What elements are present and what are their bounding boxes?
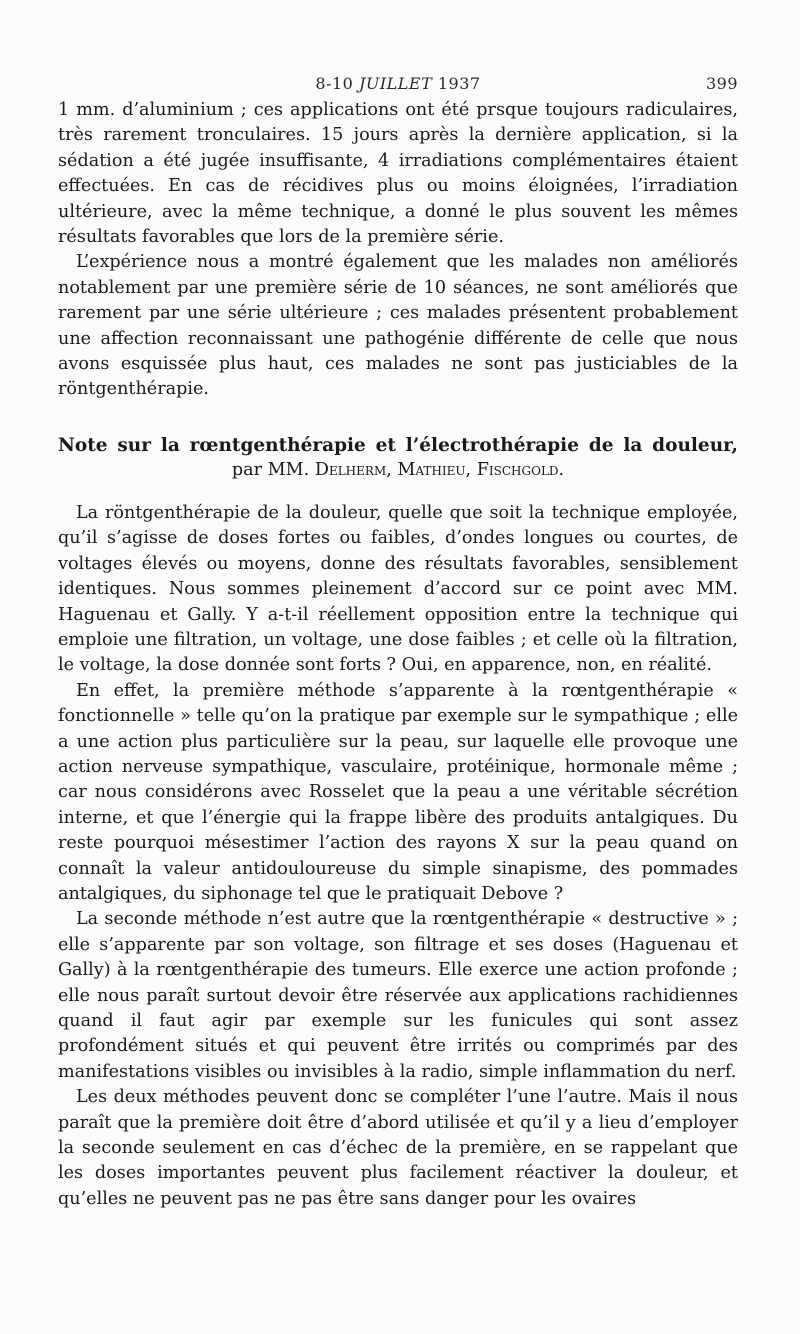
header-date	[58, 74, 738, 93]
page-number: 399	[705, 74, 738, 93]
authors-prefix: par MM.	[231, 459, 315, 480]
paragraph-after-4: Les deux méthodes peuvent donc se compléter l’une l’autre. Mais il nous paraît que la première doit être d’abord utilisée et qu’il y a lieu d’employer la seconde seulement en cas d’échec de la première, en se rappelant que les doses importantes peuvent plus facilement réactiver la douleur, et qu’elles ne peuvent pas ne pas être sans danger pour les ovaires	[58, 1087, 738, 1209]
header-date-prefix: 8-10	[315, 74, 359, 93]
section-title: Note sur la rœntgenthérapie et l’électrothérapie de la douleur,	[58, 434, 738, 456]
paragraph-after-1: La röntgenthérapie de la douleur, quelle que soit la technique employée, qu’il s’agisse de doses fortes ou faibles, d’ondes longues ou courtes, de voltages élevés ou moyens, donne des résultats favorables, sensiblement identiques. Nous sommes pleinement d’accord sur ce point avec MM. Haguenau et Gally. Y a-t-il réellement opposition entre la technique qui emploie une filtration, un voltage, une dose faibles ; et celle où la filtration, le voltage, la dose donnée sont forts ? Oui, en apparence, non, en réalité.	[58, 502, 738, 676]
header-month: JUILLET	[358, 74, 433, 93]
paragraph-after-3: La seconde méthode n’est autre que la rœntgenthérapie « destructive » ; elle s’apparente par son voltage, son filtrage et ses doses (Haguenau et Gally) à la rœntgenthérapie des tumeurs. Elle exerce une action profonde ; elle nous paraît surtout devoir être réservée aux applications rachidiennes quand il faut agir par exemple sur les funicules qui sont assez profondément situés et qui peuvent être irrités ou comprimés par des manifestations visibles ou invisibles à la radio, simple inflammation du nerf.	[58, 909, 738, 1082]
journal-page	[58, 62, 738, 1322]
authors-names: Delherm, Mathieu, Fischgold.	[314, 459, 565, 480]
paragraph-before-2: L’expérience nous a montré également que les malades non améliorés notablement par une première série de 10 séances, ne sont améliorés que rarement par une série ultérieure ; ces malades présentent probablement une affection reconnaissant une pathogénie différente de celle que nous avons esquissée plus haut, ces malades ne sont pas justiciables de la röntgenthérapie.	[58, 252, 738, 400]
section-authors	[58, 458, 738, 483]
running-header	[58, 62, 738, 98]
paragraph-before-1: 1 mm. d’aluminium ; ces applications ont été prsque toujours radiculaires, très rarement tronculaires. 15 jours après la dernière application, si la sédation a été jugée insuffisante, 4 irradiations complémentaires étaient effectuées. En cas de récidives plus ou moins éloignées, l’irradiation ultérieure, avec la même technique, a donné le plus souvent les mêmes résultats favorables que lors de la première série.	[58, 100, 738, 248]
header-year: 1937	[432, 74, 481, 93]
paragraph-after-2: En effet, la première méthode s’apparente à la rœntgenthérapie « fonctionnelle » telle qu’on la pratique par exemple sur le sympathique ; elle a une action plus particulière sur la peau, sur laquelle elle provoque une action nerveuse sympathique, vasculaire, protéinique, hormonale même ; car nous considérons avec Rosselet que la peau a une véritable sécrétion interne, et que l’énergie qui la frappe libère des produits antalgiques. Du reste pourquoi mésestimer l’action des rayons X sur la peau quand on connaît la valeur antidouloureuse du simple sinapisme, des pommades antalgiques, du siphonage tel que le pratiquait Debove ?	[58, 680, 738, 904]
